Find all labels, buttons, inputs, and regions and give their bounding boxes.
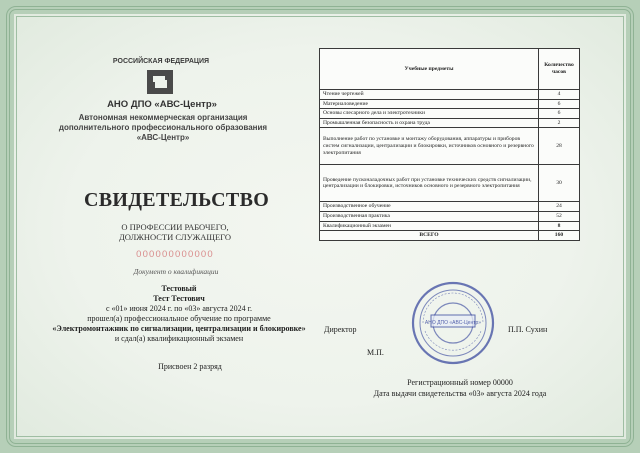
total-hours: 160 [539,231,580,241]
holder-name: Тест Тестович [153,294,205,303]
exam-line: и сдал(а) квалификационный экзамен [114,334,244,343]
org-full-line: Автономная некоммерческая организация [78,113,248,122]
hours-cell: 8 [539,221,580,231]
table-row [320,165,580,202]
subject-cell: Производственное обучение [320,202,539,212]
table-row [320,211,580,221]
certificate-number: 000000000000 [136,249,214,260]
subject-cell: Производственная практика [320,211,539,221]
organization-short-name: АНО ДПО «АВС-Центр» [107,99,217,110]
table-total-row [320,231,580,241]
hours-cell: 6 [539,99,580,109]
table-row [320,109,580,119]
table-row [320,99,580,109]
hours-cell: 2 [539,118,580,128]
hours-cell: 52 [539,211,580,221]
training-line: прошел(а) профессиональное обучение по программе [87,314,271,323]
seal-place-label: М.П. [367,348,384,357]
subject-cell: Квалификационный экзамен [320,221,539,231]
hours-cell: 6 [539,109,580,119]
director-label: Директор [324,325,357,334]
total-label: ВСЕГО [320,231,539,241]
document-note: Документ о квалификации [133,267,219,276]
table-row [320,221,580,231]
country-label: РОССИЙСКАЯ ФЕДЕРАЦИЯ [112,58,210,65]
certificate-title: СВИДЕТЕЛЬСТВО [84,189,270,211]
subject-cell: Чтение чертежей [320,90,539,100]
table-row [320,202,580,212]
hours-cell: 24 [539,202,580,212]
svg-text:АНО ДПО «АВС-Центр»: АНО ДПО «АВС-Центр» [424,320,482,326]
subject-cell: Промышленная безопасность и охрана труда [320,118,539,128]
assigned-rank: Присвоен 2 разряд [158,362,222,371]
subject-cell: Выполнение работ по установке и монтажу оборудования, аппаратуры и приборов систем сигнализации, централизации и блокировки, источников основного и резервного электропитания [320,128,539,165]
subject-cell: Проведение пусконаладочных работ при установке технических средств сигнализации, централизации и блокировки, источников основного и резервного электропитания [320,165,539,202]
organization-full-name [56,113,270,143]
registration-number: Регистрационный номер 00000 [407,378,513,387]
hours-cell: 30 [539,165,580,202]
holder-surname: Тестовый [161,284,197,293]
organization-logo-icon [143,68,177,98]
program-name: «Электромонтажник по сигнализации, централизации и блокировке» [52,324,306,333]
column-header-hours: Количество часов [539,49,580,90]
certificate-subtitle [100,222,250,242]
table-header-row [320,49,580,90]
column-header-subject: Учебные предметы [320,49,539,90]
holder-info [20,284,338,344]
hours-cell: 28 [539,128,580,165]
director-name: П.П. Сухин [508,325,548,334]
issue-date: Дата выдачи свидетельства «03» августа 2024 года [373,389,547,398]
subjects-table [319,48,580,241]
subjects-table-wrapper [319,48,580,241]
training-period: с «01» июня 2024 г. по «03» августа 2024 г. [105,304,253,313]
subject-cell: Основы слесарного дела и электротехники [320,109,539,119]
org-full-line: дополнительного профессионального образования [58,123,268,132]
hours-cell: 4 [539,90,580,100]
table-row [320,90,580,100]
subject-cell: Материаловедение [320,99,539,109]
subtitle-line: О ПРОФЕССИИ РАБОЧЕГО, [121,222,229,232]
organization-stamp-icon [411,281,495,365]
table-row [320,118,580,128]
table-row [320,128,580,165]
subtitle-line: ДОЛЖНОСТИ СЛУЖАЩЕГО [118,232,231,242]
org-full-line: «АВС-Центр» [136,133,190,142]
